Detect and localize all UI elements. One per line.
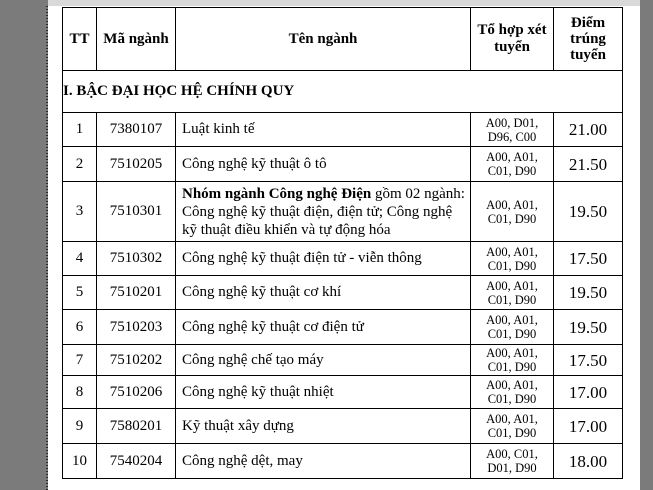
header-combo-line: Tổ hợp xét — [477, 22, 547, 38]
row-combo — [471, 182, 554, 242]
row-code: 7540204 — [97, 444, 176, 479]
row-name: Công nghệ kỹ thuật cơ điện tử — [176, 310, 471, 345]
table-row — [63, 376, 623, 409]
row-combo — [471, 310, 554, 345]
row-score: 17.00 — [554, 376, 623, 409]
row-name-bold: Nhóm ngành Công nghệ Điện — [182, 185, 372, 202]
row-tt: 1 — [63, 113, 97, 147]
row-name: Luật kinh tế — [176, 113, 471, 147]
row-combo — [471, 409, 554, 444]
row-code: 7510202 — [97, 345, 176, 376]
section-row — [63, 71, 623, 113]
row-name: Công nghệ kỹ thuật nhiệt — [176, 376, 471, 409]
row-code: 7510203 — [97, 310, 176, 345]
row-tt: 3 — [63, 182, 97, 242]
combo-line: A00, A01, — [486, 378, 538, 392]
admission-scores-table — [62, 7, 623, 479]
row-tt: 9 — [63, 409, 97, 444]
header-score-line: trúng — [570, 31, 606, 47]
combo-line: A00, A01, — [486, 150, 538, 164]
row-score: 19.50 — [554, 182, 623, 242]
combo-line: A00, A01, — [486, 412, 538, 426]
table-row — [63, 276, 623, 310]
combo-line: A00, A01, — [486, 346, 538, 360]
row-combo — [471, 376, 554, 409]
row-tt: 8 — [63, 376, 97, 409]
table-row — [63, 409, 623, 444]
left-margin — [0, 0, 48, 490]
combo-line: C01, D90 — [487, 211, 537, 226]
combo-line: C01, D90 — [487, 426, 537, 440]
row-tt: 5 — [63, 276, 97, 310]
combo-line: A00, D01, — [485, 115, 539, 130]
combo-line: D01, D90 — [487, 461, 537, 475]
row-combo — [471, 147, 554, 182]
row-tt: 10 — [63, 444, 97, 479]
row-name: Công nghệ dệt, may — [176, 444, 471, 479]
table-row — [63, 242, 623, 276]
row-combo — [471, 113, 554, 147]
table-row — [63, 182, 623, 242]
row-score: 18.00 — [554, 444, 623, 479]
row-name: Công nghệ kỹ thuật cơ khí — [176, 276, 471, 310]
table-row — [63, 147, 623, 182]
row-name: Công nghệ kỹ thuật điện tử - viễn thông — [176, 242, 471, 276]
row-combo — [471, 345, 554, 376]
row-name: Kỹ thuật xây dựng — [176, 409, 471, 444]
header-tt: TT — [63, 8, 97, 71]
combo-line: C01, D90 — [487, 292, 537, 307]
row-tt: 6 — [63, 310, 97, 345]
section-title: I. BẬC ĐẠI HỌC HỆ CHÍNH QUY — [63, 71, 623, 113]
row-code: 7580201 — [97, 409, 176, 444]
row-code: 7510206 — [97, 376, 176, 409]
table-row — [63, 113, 623, 147]
header-code: Mã ngành — [97, 8, 176, 71]
header-score-line: Điểm — [570, 15, 606, 31]
row-score: 19.50 — [554, 276, 623, 310]
combo-line: C01, D90 — [487, 327, 537, 341]
row-code: 7510302 — [97, 242, 176, 276]
row-name: Công nghệ kỹ thuật ô tô — [176, 147, 471, 182]
combo-line: C01, D90 — [487, 360, 537, 374]
row-score: 21.00 — [554, 113, 623, 147]
header-row — [63, 8, 623, 71]
header-combo — [471, 8, 554, 71]
row-combo — [471, 444, 554, 479]
combo-line: A00, A01, — [486, 278, 538, 293]
row-tt: 4 — [63, 242, 97, 276]
combo-line: C01, D90 — [487, 164, 537, 178]
combo-line: A00, A01, — [486, 313, 538, 327]
header-name: Tên ngành — [176, 8, 471, 71]
row-score: 17.00 — [554, 409, 623, 444]
page-edge-dots — [46, 6, 48, 490]
combo-line: D96, C00 — [487, 129, 537, 144]
row-score: 17.50 — [554, 242, 623, 276]
row-code: 7380107 — [97, 113, 176, 147]
combo-line: C01, D90 — [487, 258, 537, 273]
row-code: 7510205 — [97, 147, 176, 182]
combo-line: A00, A01, — [486, 197, 538, 212]
row-combo — [471, 276, 554, 310]
row-score: 19.50 — [554, 310, 623, 345]
table-row — [63, 444, 623, 479]
combo-line: A00, C01, — [486, 447, 538, 461]
combo-line: A00, A01, — [486, 244, 538, 259]
row-code: 7510201 — [97, 276, 176, 310]
row-code: 7510301 — [97, 182, 176, 242]
row-score: 21.50 — [554, 147, 623, 182]
row-tt: 7 — [63, 345, 97, 376]
table-row — [63, 310, 623, 345]
row-name: Công nghệ chế tạo máy — [176, 345, 471, 376]
row-score: 17.50 — [554, 345, 623, 376]
row-tt: 2 — [63, 147, 97, 182]
right-margin — [640, 0, 653, 490]
row-name — [176, 182, 471, 242]
table-row — [63, 345, 623, 376]
header-combo-line: tuyển — [494, 39, 530, 55]
header-score — [554, 8, 623, 71]
row-name-text: gồm 02 ngành: Công nghệ kỹ thuật điện, điện tử; Công nghệ kỹ thuật điều khiển và tự động hóa — [182, 185, 465, 238]
header-score-line: tuyển — [570, 47, 606, 63]
combo-line: C01, D90 — [487, 392, 537, 406]
row-combo — [471, 242, 554, 276]
